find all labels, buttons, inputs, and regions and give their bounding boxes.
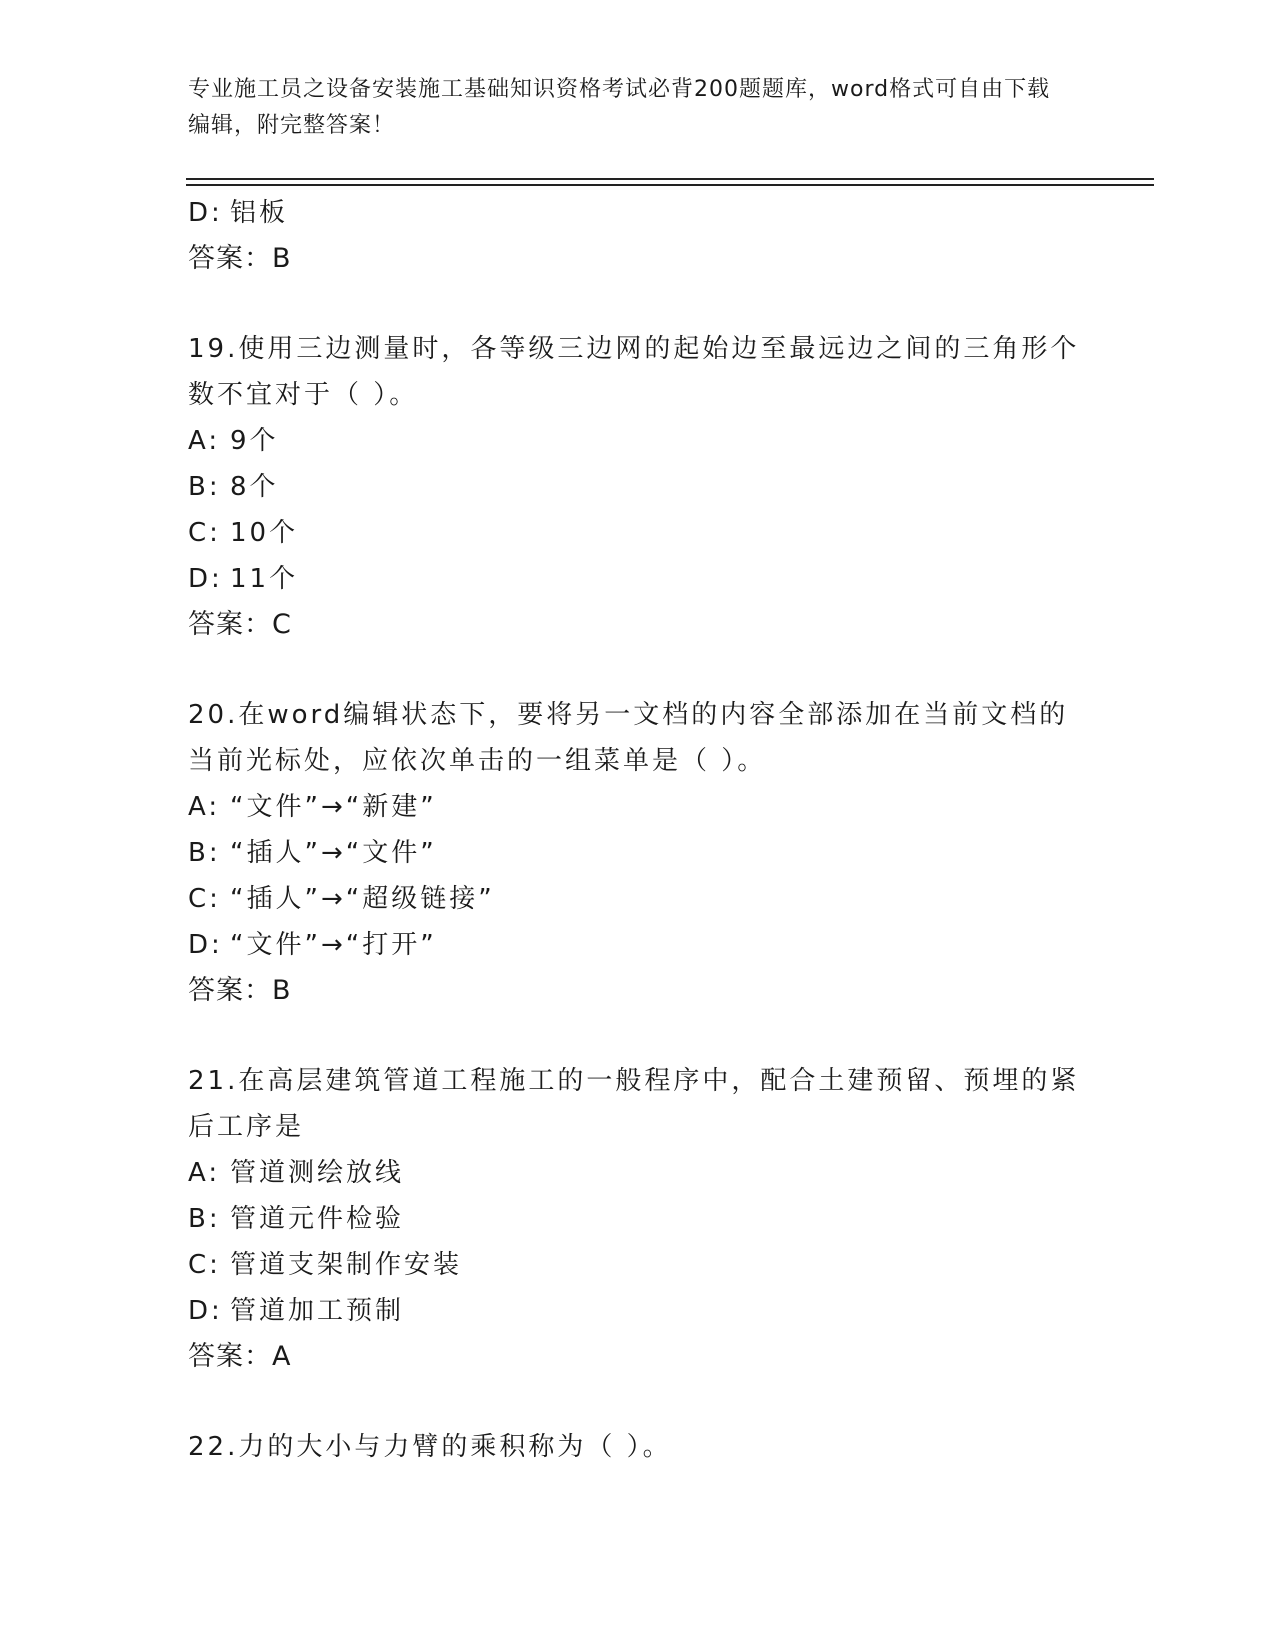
option-label: D:: [188, 930, 223, 960]
option-a: [188, 784, 1088, 830]
option-b: [188, 1196, 1088, 1242]
option-label: C:: [188, 884, 221, 914]
option-label: C:: [188, 1250, 221, 1280]
option-d: [188, 1288, 1088, 1334]
answer-line: 答案：A: [188, 1341, 292, 1372]
option-label: D:: [188, 564, 223, 594]
option-text: “插人”→“超级链接”: [230, 884, 495, 914]
option-text: 10个: [230, 518, 299, 548]
option-text: 管道加工预制: [230, 1296, 405, 1326]
option-d: [188, 922, 1088, 968]
option-label: A:: [188, 426, 221, 456]
answer-line: 答案：B: [188, 243, 292, 274]
option-text: 铝板: [230, 198, 289, 228]
header-rule-top: [186, 178, 1154, 180]
option-text: “插人”→“文件”: [230, 838, 437, 868]
option-b: [188, 830, 1088, 876]
answer-line: 答案：C: [188, 609, 292, 640]
header-rule-bottom: [186, 184, 1154, 186]
option-label: D:: [188, 198, 223, 228]
option-label: C:: [188, 518, 221, 548]
option-label: B:: [188, 1204, 221, 1234]
option-a: [188, 1150, 1088, 1196]
option-label: B:: [188, 838, 221, 868]
option-d: [188, 556, 1088, 602]
question-text: 21.在高层建筑管道工程施工的一般程序中，配合土建预留、预埋的紧后工序是: [188, 1066, 1080, 1142]
option-label: A:: [188, 1158, 221, 1188]
option-a: [188, 418, 1088, 464]
question-text: 20.在word编辑状态下，要将另一文档的内容全部添加在当前文档的当前光标处，应依次单击的一组菜单是（ ）。: [188, 700, 1069, 776]
answer-line: 答案：B: [188, 975, 292, 1006]
document-body: [188, 190, 1088, 1470]
question-text: 22.力的大小与力臂的乘积称为（ ）。: [188, 1432, 672, 1462]
option-label: B:: [188, 472, 221, 502]
option-label: D:: [188, 1296, 223, 1326]
option-text: 8个: [230, 472, 279, 502]
question-18-tail: [188, 190, 1088, 282]
question-19: [188, 326, 1088, 648]
option-text: 11个: [230, 564, 299, 594]
question-20: [188, 692, 1088, 1014]
option-text: 9个: [230, 426, 279, 456]
option-text: “文件”→“打开”: [230, 930, 437, 960]
option-b: [188, 464, 1088, 510]
option-text: 管道支架制作安装: [230, 1250, 463, 1280]
page-header-title: 专业施工员之设备安装施工基础知识资格考试必背200题题库，word格式可自由下载编辑，附完整答案！: [188, 77, 1051, 138]
option-label: A:: [188, 792, 221, 822]
option-c: [188, 876, 1088, 922]
option-c: [188, 1242, 1088, 1288]
question-21: [188, 1058, 1088, 1380]
option-c: [188, 510, 1088, 556]
option-text: “文件”→“新建”: [230, 792, 437, 822]
option-d: [188, 190, 1088, 236]
question-22: [188, 1424, 1088, 1470]
option-text: 管道元件检验: [230, 1204, 405, 1234]
option-text: 管道测绘放线: [230, 1158, 405, 1188]
question-text: 19.使用三边测量时，各等级三边网的起始边至最远边之间的三角形个数不宜对于（ ）。: [188, 334, 1080, 410]
